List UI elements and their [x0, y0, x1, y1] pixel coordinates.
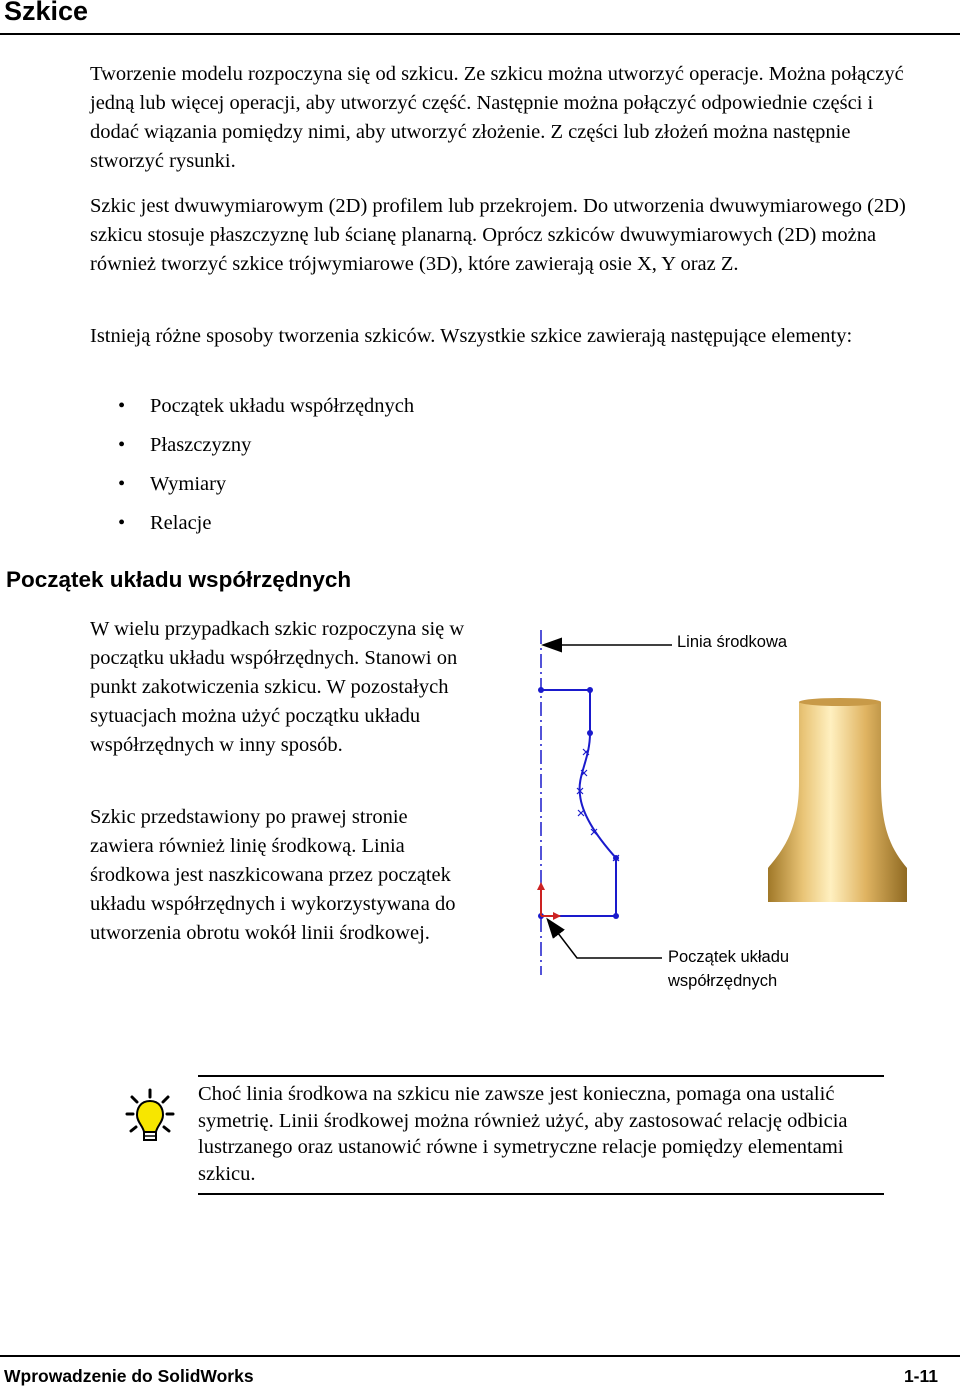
- list-item: • Początek układu współrzędnych: [118, 395, 415, 417]
- tip-top-rule: [198, 1075, 884, 1077]
- sketch-points: [538, 687, 619, 919]
- footer-title: Wprowadzenie do SolidWorks: [4, 1366, 254, 1386]
- list-item: • Wymiary: [118, 473, 227, 495]
- intro-paragraph-1: Tworzenie modelu rozpoczyna się od szkicu. Ze szkicu można utworzyć operacje. Można połączyć jedną lub więcej operacji, aby utworzyć część. Następnie można połączyć odpowiednie części i dodać wiązania pomiędzy nimi, aby utworzyć złożenie. Z części lub złożeń można następnie stworzyć rysunki.: [90, 63, 904, 172]
- intro-paragraph-2: Szkic jest dwuwymiarowym (2D) profilem lub przekrojem. Do utworzenia dwuwymiarowego (2D) szkicu stosuje płaszczyznę lub ścianę planarną. Oprócz szkiców dwuwymiarowych (2D) można również tworzyć szkice trójwymiarowe (3D), które zawierają osie X, Y oraz Z.: [90, 195, 906, 275]
- section-paragraph-2: Szkic przedstawiony po prawej stronie zawiera również linię środkową. Linia środkowa jest naszkicowana przez początek układu współrzędnych i wykorzystywana do utworzenia obrotu wokół linii środkowej.: [90, 806, 456, 944]
- list-item: • Płaszczyzny: [118, 434, 252, 456]
- list-item: • Relacje: [118, 512, 212, 534]
- origin-callout-arrow: [548, 920, 662, 958]
- lightbulb-icon: [125, 1088, 175, 1144]
- origin-label-line-1: Początek układu: [668, 948, 790, 966]
- section-paragraph-1: W wielu przypadkach szkic rozpoczyna się w początku układu współrzędnych. Stanowi on punkt zakotwiczenia szkicu. W pozostałych sytuacjach można użyć początku układu współrzędnych w inny sposób.: [90, 618, 465, 756]
- footer-divider: [0, 1355, 960, 1357]
- part-top-face: [799, 698, 881, 706]
- page-number: 1-11: [903, 1366, 938, 1386]
- section-heading: Początek układu współrzędnych: [6, 567, 352, 592]
- origin-icon: [537, 882, 561, 920]
- tip-bottom-rule: [198, 1193, 884, 1195]
- intro-paragraph-3: Istnieją różne sposoby tworzenia szkiców. Wszystkie szkice zawierają następujące elementy:: [90, 325, 853, 347]
- page-title: Szkice: [4, 0, 89, 26]
- centerline-label: Linia środkowa: [677, 633, 788, 651]
- revolved-part-image: [768, 702, 907, 902]
- sketch-profile: [541, 690, 616, 916]
- tip-text: Choć linia środkowa na szkicu nie zawsze jest konieczna, pomaga ona ustalić symetrię. Linii środkowej można również użyć, aby zastosować relację odbicia lustrzanego oraz ustanowić równe i symetryczne relacje pomiędzy elementami szkicu.: [198, 1083, 848, 1185]
- origin-label-line-2: współrzędnych: [668, 972, 778, 990]
